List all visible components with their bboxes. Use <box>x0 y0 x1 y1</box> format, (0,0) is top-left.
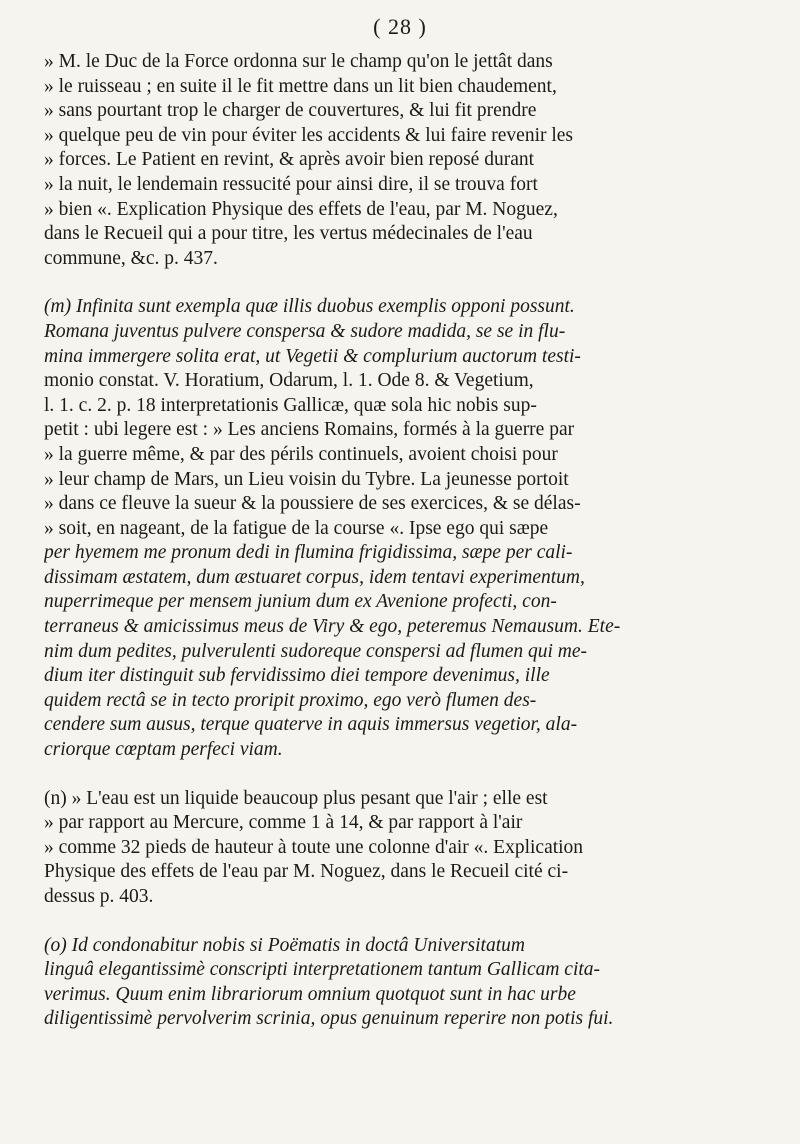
text-line: » sans pourtant trop le charger de couvertures, & lui fit prendre <box>44 100 537 122</box>
footnote-n-line: » par rapport au Mercure, comme 1 à 14, & par rapport à l'air <box>44 812 523 834</box>
footnote-o-line: diligentissimè pervolverim scrinia, opus genuinum reperire non potis fui. <box>44 1008 614 1030</box>
footnote-n-line: » comme 32 pieds de hauteur à toute une colonne d'air «. Explication <box>44 836 584 858</box>
footnote-m-line: nim dum pedites, pulverulenti sudoreque conspersi ad flumen qui me- <box>44 640 588 662</box>
footnote-o-line: linguâ elegantissimè conscripti interpretationem tantum Gallicam cita- <box>44 959 601 981</box>
footnote-n-line: (n) » L'eau est un liquide beaucoup plus pesant que l'air ; elle est <box>44 787 548 809</box>
footnote-m-line: criorque cœptam perfeci viam. <box>44 739 283 761</box>
text-line: » forces. Le Patient en revint, & après avoir bien reposé durant <box>44 149 535 171</box>
footnote-m-line: l. 1. c. 2. p. 18 interpretationis Gallicæ, quæ sola hic nobis sup- <box>44 394 537 416</box>
footnote-m-line: dissimam æstatem, dum æstuaret corpus, idem tentavi experimentum, <box>44 566 585 588</box>
footnote-m-line: dium iter distinguit sub fervidissimo diei tempore devenimus, ille <box>44 665 550 687</box>
footnote-m-line: petit : ubi legere est : » Les anciens Romains, formés à la guerre par <box>44 419 575 441</box>
footnote-m-line: (m) Infinita sunt exempla quæ illis duobus exemplis opponi possunt. <box>44 296 575 318</box>
text-line: dans le Recueil qui a pour titre, les vertus médecinales de l'eau <box>44 223 533 245</box>
footnote-m-line: Romana juventus pulvere conspersa & sudore madida, se se in flu- <box>44 320 566 342</box>
footnote-m-line: » soit, en nageant, de la fatigue de la course «. Ipse ego qui sæpe <box>44 517 549 539</box>
footnote-o-line: verimus. Quum enim librariorum omnium quotquot sunt in hac urbe <box>44 983 576 1005</box>
page-number: ( 28 ) <box>373 14 427 39</box>
text-line: commune, &c. p. 437. <box>44 247 218 269</box>
footnote-m-line: mina immergere solita erat, ut Vegetii & complurium auctorum testi- <box>44 345 581 367</box>
page-text <box>44 50 762 1032</box>
paragraph-gap <box>44 763 762 787</box>
footnote-m-line: » leur champ de Mars, un Lieu voisin du Tybre. La jeunesse portoit <box>44 468 569 490</box>
text-line: » la nuit, le lendemain ressucité pour ainsi dire, il se trouva fort <box>44 173 538 195</box>
footnote-n-line: dessus p. 403. <box>44 886 154 907</box>
footnote-o-line: (o) Id condonabitur nobis si Poëmatis in doctâ Universitatum <box>44 934 525 956</box>
footnote-m-line: monio constat. V. Horatium, Odarum, l. 1. Ode 8. & Vegetium, <box>44 370 534 392</box>
footnote-m-line: terraneus & amicissimus meus de Viry & ego, peteremus Nemausum. Ete- <box>44 616 621 638</box>
text-line: » quelque peu de vin pour éviter les accidents & lui faire revenir les <box>44 124 574 146</box>
text-line: » bien «. Explication Physique des effets de l'eau, par M. Noguez, <box>44 198 558 220</box>
text-line: » M. le Duc de la Force ordonna sur le champ qu'on le jettât dans <box>44 51 553 72</box>
footnote-m-line: nuperrimeque per mensem junium dum ex Avenione profecti, con- <box>44 591 557 613</box>
paragraph-gap <box>44 910 762 934</box>
footnote-n-line: Physique des effets de l'eau par M. Noguez, dans le Recueil cité ci- <box>44 861 569 883</box>
paragraph-gap <box>44 271 762 295</box>
footnote-m-line: » dans ce fleuve la sueur & la poussiere de ses exercices, & se délas- <box>44 493 581 515</box>
footnote-m-line: cendere sum ausus, terque quaterve in aquis immersus vegetior, ala- <box>44 714 578 736</box>
footnote-m-line: » la guerre même, & par des périls continuels, avoient choisi pour <box>44 443 558 465</box>
footnote-m-line: per hyemem me pronum dedi in flumina frigidissima, sæpe per cali- <box>44 542 573 564</box>
text-line: » le ruisseau ; en suite il le fit mettre dans un lit bien chaudement, <box>44 75 557 97</box>
footnote-m-line: quidem rectâ se in tecto proripit proximo, ego verò flumen des- <box>44 689 537 711</box>
